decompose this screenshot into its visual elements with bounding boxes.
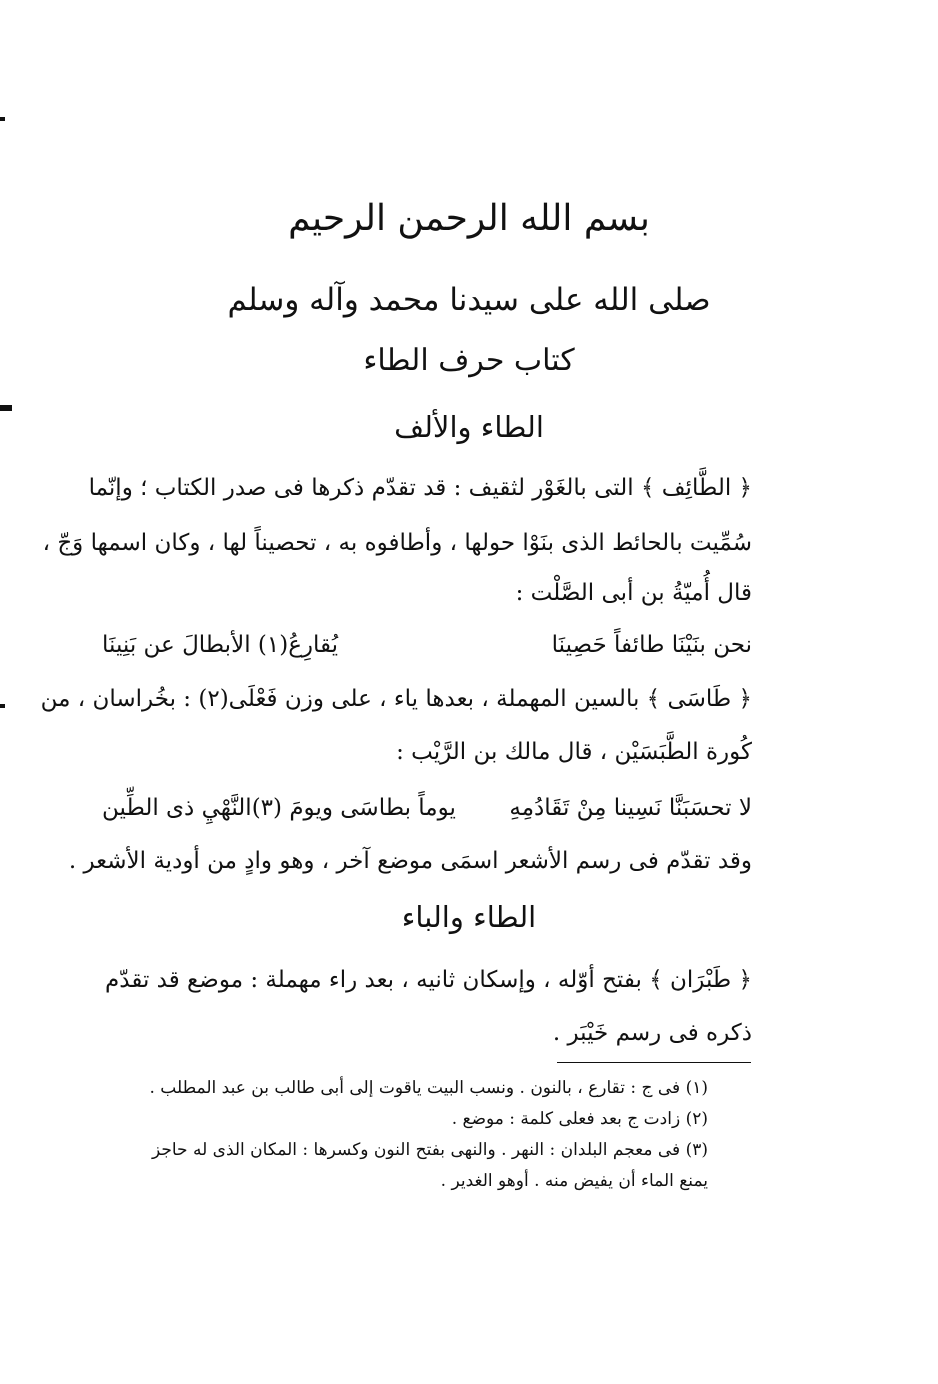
verse-line <box>102 632 752 658</box>
footnote: (٣) فى معجم البلدان : النهر . والنهى بفتح النون وكسرها : المكان الذى له حاجز <box>151 1140 708 1160</box>
body-line: ﴿ طَاسَى ﴾ بالسين المهملة ، بعدها ياء ، على وزن فَعْلَى(٢) : بخُراسان ، من <box>40 686 752 712</box>
verse-hemistich-right: نحن بنَيْنَا طائفاً حَصِينَا <box>551 632 752 658</box>
verse-hemistich-right: لا تحسَبَنَّا نَسِينا مِنْ تَقَادُمِهِ <box>509 795 752 821</box>
book-title: كتاب حرف الطاء <box>363 343 575 378</box>
footnote: (١) فى ج : تقارع ، بالنون . ونسب البيت ياقوت إلى أبى طالب بن عبد المطلب . <box>149 1078 708 1098</box>
body-line: قال أُميّةُ بن أبى الصَّلْت : <box>515 580 752 606</box>
body-line: ﴿ طَبْرَان ﴾ بفتح أوّله ، وإسكان ثانيه ، بعد راء مهملة : موضع قد تقدّم <box>105 967 752 993</box>
basmala: بسم الله الرحمن الرحيم <box>288 198 650 239</box>
body-line: كُورة الطَّبَسَيْن ، قال مالك بن الرَّيْب : <box>396 739 752 765</box>
page-edge-mark <box>0 704 5 708</box>
body-line: وقد تقدّم فى رسم الأشعر اسمَى موضع آخر ، وهو وادٍ من أودية الأشعر . <box>68 848 752 874</box>
footnote-continuation: يمنع الماء أن يفيض منه . أوهو الغدير . <box>440 1171 708 1191</box>
body-line: سُمِّيت بالحائط الذى بنَوْا حولها ، وأطافوه به ، تحصيناً لها ، وكان اسمها وَجّ ، <box>42 530 752 556</box>
section-heading-taa-baa: الطاء والباء <box>401 900 537 934</box>
footnote-divider <box>557 1062 751 1063</box>
page-edge-mark <box>0 117 5 121</box>
blessing: صلى الله على سيدنا محمد وآله وسلم <box>227 282 711 318</box>
section-heading-taa-alif: الطاء والألف <box>394 410 544 444</box>
body-line: ذكره فى رسم خَيْبَر . <box>552 1020 752 1046</box>
body-line: ﴿ الطَّائِف ﴾ التى بالغَوْر لثقيف : قد تقدّم ذكرها فى صدر الكتاب ؛ وإنّما <box>88 475 752 501</box>
footnote: (٢) زادت ج بعد فعلى كلمة : موضع . <box>451 1109 708 1129</box>
verse-hemistich-left: يُقارِعُ(١) الأبطالَ عن بَنِينَا <box>102 632 339 658</box>
verse-hemistich-left: يوماً بطاسَى ويومَ (٣)النَّهْيِ ذى الطِّين <box>102 795 456 821</box>
verse-line <box>102 795 752 821</box>
